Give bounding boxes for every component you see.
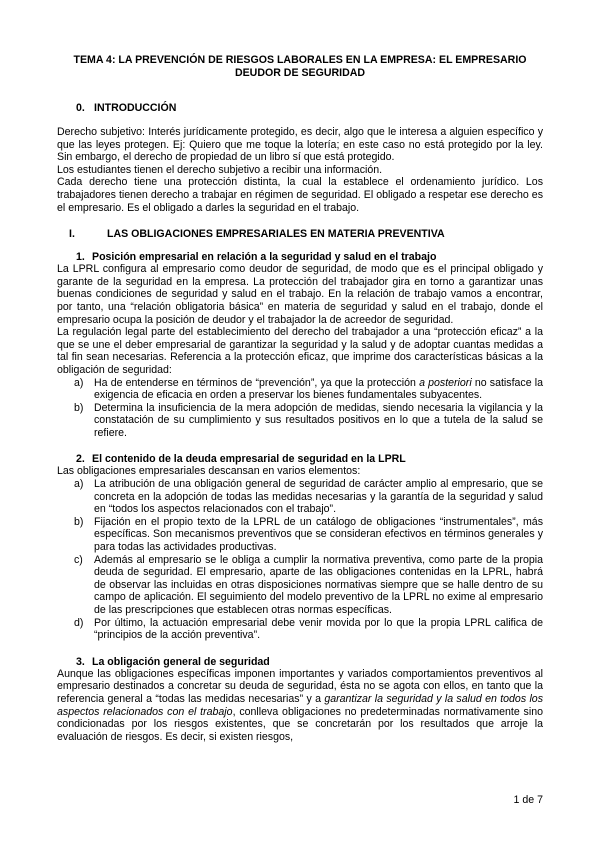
list-item: b) Fijación en el propio texto de la LPRL de un catálogo de obligaciones “instrumentales”, más específicas. Son mecanismos preventivos que se consideran efectivos en términos generales y para todas las actividades productivas. [74, 515, 543, 554]
list-item: a) Ha de entenderse en términos de “prevención”, ya que la protección a posteriori no satisface la exigencia de eficacia en orden a preservar los bienes fundamentales subyacentes. [74, 376, 543, 402]
subsection-3-heading: 3. La obligación general de seguridad [76, 655, 270, 668]
paragraph: La regulación legal parte del establecimiento del derecho del trabajador a una “protección eficaz” a la que se une el deber empresarial de garantizar la seguridad y la salud y de adoptar cuantas medidas a tal fin sean necesarias. Referencia a la protección eficaz, que imprime dos características básicas a la obligación de seguridad: [57, 326, 543, 376]
document-title: TEMA 4: LA PREVENCIÓN DE RIESGOS LABORALES EN LA EMPRESA: EL EMPRESARIO DEUDOR DE SEGURIDAD [73, 54, 527, 79]
paragraph: Aunque las obligaciones específicas imponen importantes y variados comportamientos preventivos al empresario destinados a concretar su deuda de seguridad, ésta no se agota con ellos, en tanto que la referencia general a “todas las medidas necesarias” y a garantizar la seguridad y la salud en todos los aspectos relacionados con el trabajo, conlleva obligaciones no predeterminadas normativamente sino condicionadas por los riesgos existentes, que se concretarán por los resultados que arroje la evaluación de riesgos. Es decir, si existen riesgos, [57, 667, 543, 743]
list-item: d) Por último, la actuación empresarial debe venir movida por lo que la propia LPRL califica de “principios de la acción preventiva”. [74, 616, 543, 642]
subsection-2-heading: 2. El contenido de la deuda empresarial de seguridad en la LPRL [76, 453, 406, 466]
page-number: 1 de 7 [513, 794, 543, 806]
list [57, 478, 543, 642]
paragraph: La LPRL configura al empresario como deudor de seguridad, de modo que es el principal obligado y garante de la seguridad en la empresa. La protección del trabajador gira en torno a garantizar unas buenas condiciones de seguridad y salud en el trabajo. En la relación de trabajo vamos a encontrar, por tanto, una “relación obligatoria básica” en materia de seguridad y salud en el trabajo, donde el empresario ocupa la posición de deudor y el trabajador la de acreedor de seguridad. [57, 263, 543, 326]
paragraph: Los estudiantes tienen el derecho subjetivo a recibir una información. [57, 163, 383, 176]
paragraph: Derecho subjetivo: Interés jurídicamente protegido, es decir, algo que le interesa a alguien específico y que las leyes protegen. Ej: Quiero que me toque la lotería; en este caso no está protegido por la ley. Sin embargo, el derecho de propiedad de un libro sí que está protegido. [57, 126, 543, 164]
list [57, 377, 543, 440]
list-item: b) Determina la insuficiencia de la mera adopción de medidas, siendo necesaria la vigilancia y la constatación de su cumplimiento y sus resultados positivos en lo que a tutela de la salud se refiere. [74, 401, 543, 439]
list-item: c) Además al empresario se le obliga a cumplir la normativa preventiva, como parte de la propia deuda de seguridad. El empresario, aparte de las obligaciones contenidas en la LPRL, habrá de observar las incluidas en otras disposiciones normativas siempre que se halle dentro de su campo de aplicación. El seguimiento del modelo preventivo de la LPRL no exime al empresario de las prescripciones que establecen otras normas específicas. [74, 553, 543, 616]
section-1-heading: I. LAS OBLIGACIONES EMPRESARIALES EN MATERIA PREVENTIVA [69, 228, 445, 241]
paragraph: Las obligaciones empresariales descansan en varios elementos: [57, 465, 361, 478]
subsection-1-heading: 1. Posición empresarial en relación a la seguridad y salud en el trabajo [76, 251, 437, 264]
section-0-heading: 0. INTRODUCCIÓN [76, 102, 177, 114]
list-item: a) La atribución de una obligación general de seguridad de carácter amplio al empresario, que se concreta en la adopción de todas las medidas necesarias y la garantía de la seguridad y salud en “todos los aspectos relacionados con el trabajo”. [74, 478, 543, 516]
paragraph: Cada derecho tiene una protección distinta, la cual la establece el ordenamiento jurídico. Los trabajadores tienen derecho a trabajar en régimen de seguridad. El obligado a respetar ese derecho es el empresario. Es el obligado a darles la seguridad en el trabajo. [57, 176, 543, 214]
document-page [57, 54, 543, 743]
